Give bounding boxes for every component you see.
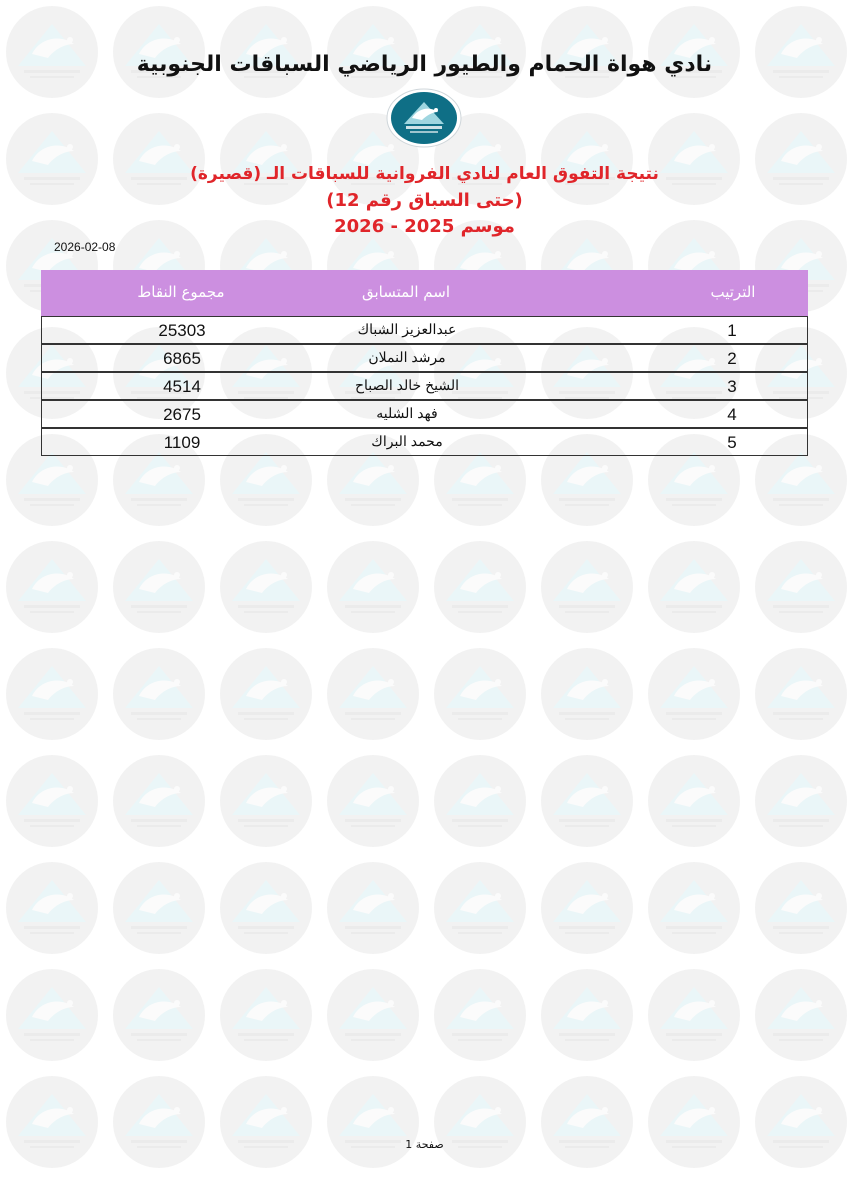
results-table-header xyxy=(41,270,808,316)
results-table-body xyxy=(41,316,808,456)
result-title: نتيجة التفوق العام لنادي الفروانية للسباقات الـ (قصيرة) xyxy=(190,164,659,184)
table-row xyxy=(41,344,808,372)
name-cell: مرشد النملان xyxy=(368,349,446,365)
points-cell: 2675 xyxy=(163,405,201,424)
header-points: مجموع النقاط xyxy=(137,283,225,301)
header-rank: الترتيب xyxy=(710,283,756,301)
table-row xyxy=(41,428,808,456)
rank-cell: 4 xyxy=(727,405,737,424)
season-line: موسم 2025 - 2026 xyxy=(334,216,515,237)
rank-cell: 2 xyxy=(727,349,737,368)
rank-cell: 1 xyxy=(727,321,737,340)
club-title: نادي هواة الحمام والطيور الرياضي السباقات الجنوبية xyxy=(136,52,713,77)
club-logo-icon xyxy=(386,88,462,148)
points-cell: 6865 xyxy=(163,349,201,368)
name-cell: محمد البراك xyxy=(371,433,443,449)
name-cell: فهد الشليه xyxy=(376,405,438,421)
header-name: اسم المتسابق xyxy=(361,283,451,301)
rank-cell: 5 xyxy=(727,433,737,452)
name-cell: عبدالعزيز الشباك xyxy=(357,321,457,337)
page-number: صفحة 1 xyxy=(405,1138,444,1151)
table-row xyxy=(41,400,808,428)
table-row xyxy=(41,316,808,344)
race-number-line: (حتى السباق رقم 12) xyxy=(326,190,523,211)
points-cell: 25303 xyxy=(158,321,206,340)
table-row xyxy=(41,372,808,400)
rank-cell: 3 xyxy=(727,377,737,396)
points-cell: 4514 xyxy=(163,377,201,396)
points-cell: 1109 xyxy=(163,433,201,452)
name-cell: الشيخ خالد الصباح xyxy=(354,377,460,393)
report-date: 2026-02-08 xyxy=(54,240,116,254)
